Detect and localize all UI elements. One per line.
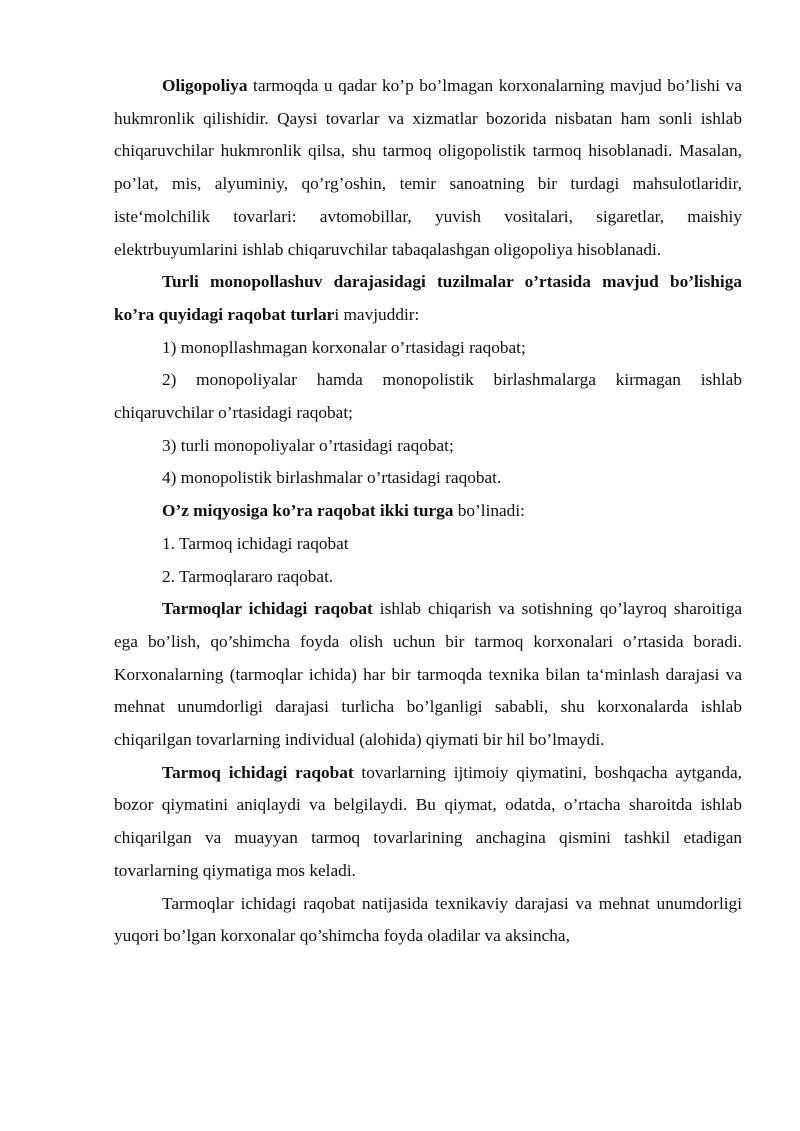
list-item: 4) monopolistik birlashmalar o’rtasidagi raqobat. [162, 468, 502, 488]
paragraph-text: tarmoqda u qadar ko’p bo’lmagan korxonalarning mavjud bo’lishi va hukmronlik qilishidir. Qaysi tovarlar va xizmatlar bozorida nisbatan ham sonli ishlab chiqaruvchilar hukmronlik qilsa, shu tarmoq oligopolistik tarmoq hisoblanadi. Masalan, po’lat, mis, alyuminiy, qo’rg’oshin, temir sanoatning bir turdagi mahsulotlaridir, iste‘molchilik tovarlari: avtomobillar, yuvish vositalari, sigaretlar, maishiy elektrbuyumlarini ishlab chiqaruvchilar tabaqalashgan oligopoliya hisoblanadi. [114, 76, 742, 259]
term-oligopoly: Oligopoliya [162, 76, 248, 95]
document-page [114, 70, 742, 953]
paragraph-text: i mavjuddir: [334, 304, 420, 324]
list-item: 2. Tarmoqlararo raqobat. [162, 566, 334, 586]
paragraph-text: bo’linadi: [453, 501, 525, 521]
term-intra-sector-competition: Tarmoqlar ichidagi raqobat [162, 599, 373, 619]
heading-competition-types: Turli monopollashuv darajasidagi tuzilmalar o’rtasida mavjud bo’lishiga ko’ra quyidagi raqobat turlar [114, 272, 742, 324]
term-sector-competition: Tarmoq ichidagi raqobat [162, 762, 354, 782]
paragraph-intra-sector [114, 593, 742, 757]
paragraph-competition-types-heading [114, 266, 742, 331]
paragraph-oligopoly [114, 70, 742, 266]
list-item: 2) monopoliyalar hamda monopolistik birlashmalarga kirmagan ishlab chiqaruvchilar o’rtasidagi raqobat; [114, 370, 742, 423]
list-item: 3) turli monopoliyalar o’rtasidagi raqobat; [162, 435, 454, 455]
paragraph-result: Tarmoqlar ichidagi raqobat natijasida texnikaviy darajasi va mehnat unumdorligi yuqori bo’lgan korxonalar qo’shimcha foyda oladilar va aksincha, [114, 893, 742, 946]
heading-scale: O’z miqyosiga ko’ra raqobat ikki turga [162, 501, 454, 521]
paragraph-scale-heading [114, 495, 742, 528]
paragraph-text: tovarlarning ijtimoiy qiymatini, boshqacha aytganda, bozor qiymatini aniqlaydi va belgilaydi. Bu qiymat, odatda, o’rtacha sharoitda ishlab chiqarilgan va muayyan tarmoq tovarlarining anchagina qismini tashkil etadigan tovarlarning qiymatiga mos keladi. [114, 762, 742, 880]
list-item: 1) monopllashmagan korxonalar o’rtasidagi raqobat; [162, 337, 526, 357]
paragraph-sector-competition [114, 757, 742, 888]
paragraph-text: ishlab chiqarish va sotishning qo’layroq sharoitiga ega bo’lish, qo’shimcha foyda olish uchun bir tarmoq korxonalari o’rtasida boradi. Korxonalarning (tarmoqlar ichida) har bir tarmoqda texnika bilan ta‘minlash darajasi va mehnat unumdorligi darajasi turlicha bo’lganligi sababli, shu korxonalarda ishlab chiqarilgan tovarlarning individual (alohida) qiymati bir hil bo’lmaydi. [114, 599, 743, 750]
list-item: 1. Tarmoq ichidagi raqobat [162, 533, 349, 553]
